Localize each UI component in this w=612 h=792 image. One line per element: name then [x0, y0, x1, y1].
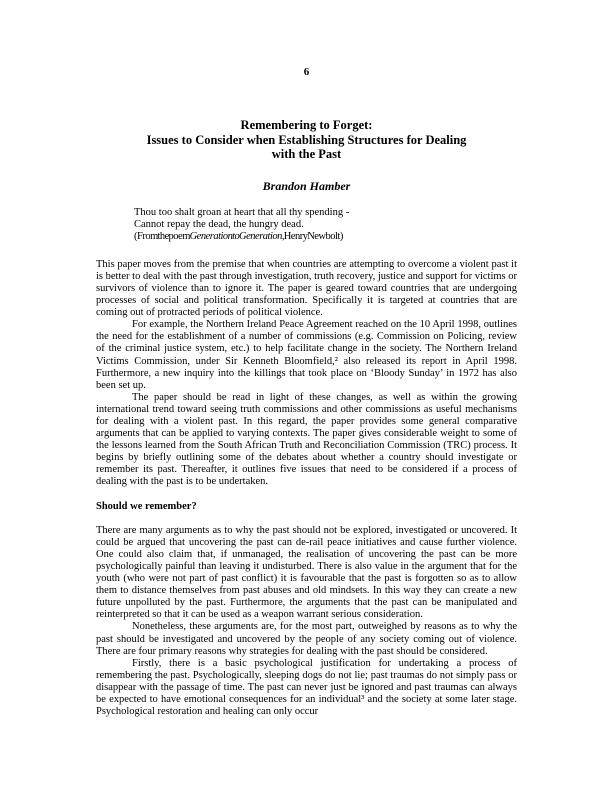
paragraph-4: There are many arguments as to why the past should not be explored, investigated or uncovered. It could be argued that uncovering the past can de-rail peace initiatives and cause further violence. One could also claim that, if unmanaged, the realisation of uncovering the past can be more psychologically painful than leaving it undisturbed. There is also value in the argument that for the youth (who were not part of past conflict) it is favourable that the past is forgotten so as to allow them to distance themselves from past abuses and old mindsets. In this way they can create a new future unpolluted by the past. Furthermore, the arguments that the past can be manipulated and reinterpreted so that it can be used as a weapon warrant serious consideration. [96, 524, 517, 621]
title-line-1: Remembering to Forget: [240, 118, 373, 132]
body-text [96, 259, 517, 718]
page-number: 6 [303, 66, 310, 78]
paragraph-5: Nonetheless, these arguments are, for the most part, outweighed by reasons as to why the past should be investigated and uncovered by the people of any society coming out of violence. There are four primary reasons why strategies for dealing with the past should be considered. [96, 621, 517, 657]
title-line-2: Issues to Consider when Establishing Structures for Dealing [146, 132, 467, 147]
page-content [96, 66, 517, 718]
paragraph-3: The paper should be read in light of these changes, as well as within the growing international trend toward seeing truth commissions and other commissions as useful mechanisms for dealing with a violent past. In this regard, the paper provides some general comparative arguments that can be applied to varying contexts. The paper gives considerable weight to some of the lessons learned from the South African Truth and Reconciliation Commission (TRC) process. It begins by briefly outlining some of the debates about whether a country should investigate or remember its past. Thereafter, it outlines five issues that need to be considered if a process of dealing with the past is to be undertaken. [96, 391, 517, 488]
epigraph-line-1: Thou too shalt groan at heart that all thy spending - [134, 206, 350, 218]
epigraph-line-2: Cannot repay the dead, the hungry dead. [134, 218, 304, 230]
page-bottom-clip [0, 765, 612, 792]
author-byline: Brandon Hamber [262, 178, 351, 193]
epigraph [134, 207, 517, 243]
section-heading-should-we-remember: Should we remember? [96, 500, 197, 512]
paragraph-2: For example, the Northern Ireland Peace Agreement reached on the 10 April 1998, outlines the need for the establishment of a number of commissions (e.g. Commission on Policing, review of the criminal justice system, etc.) to help facilitate change in the society. The Northern Ireland Victims Commission, under Sir Kenneth Bloomfield,² also released its report in April 1998. Furthermore, a new inquiry into the killings that took place on ‘Bloody Sunday’ in 1972 has also been set up. [96, 319, 517, 391]
title-line-3: with the Past [271, 147, 342, 161]
paragraph-6: Firstly, there is a basic psychological justification for undertaking a process of remembering the past. Psychologically, sleeping dogs do not lie; past traumas do not simply pass or disappear with the passage of time. The past can never just be ignored and past traumas can always be expected to have emotional consequences for an individual³ and the society at some later stage. Psychological restoration and healing can only occur [96, 657, 517, 718]
attribution-suffix: , Henry Newbolt) [281, 230, 343, 242]
attribution-prefix: (From the poem [134, 230, 190, 242]
poem-title: Generation to Generation [189, 230, 282, 242]
article-title [96, 118, 517, 162]
epigraph-attribution [134, 231, 517, 243]
paragraph-1: This paper moves from the premise that when countries are attempting to overcome a violent past it is better to deal with the past through investigation, truth recovery, justice and support for victims or survivors of violence than to ignore it. The paper is geared toward countries that are undergoing processes of social and political transformation. Specifically it is targeted at countries that are coming out of protracted periods of political violence. [96, 258, 517, 319]
